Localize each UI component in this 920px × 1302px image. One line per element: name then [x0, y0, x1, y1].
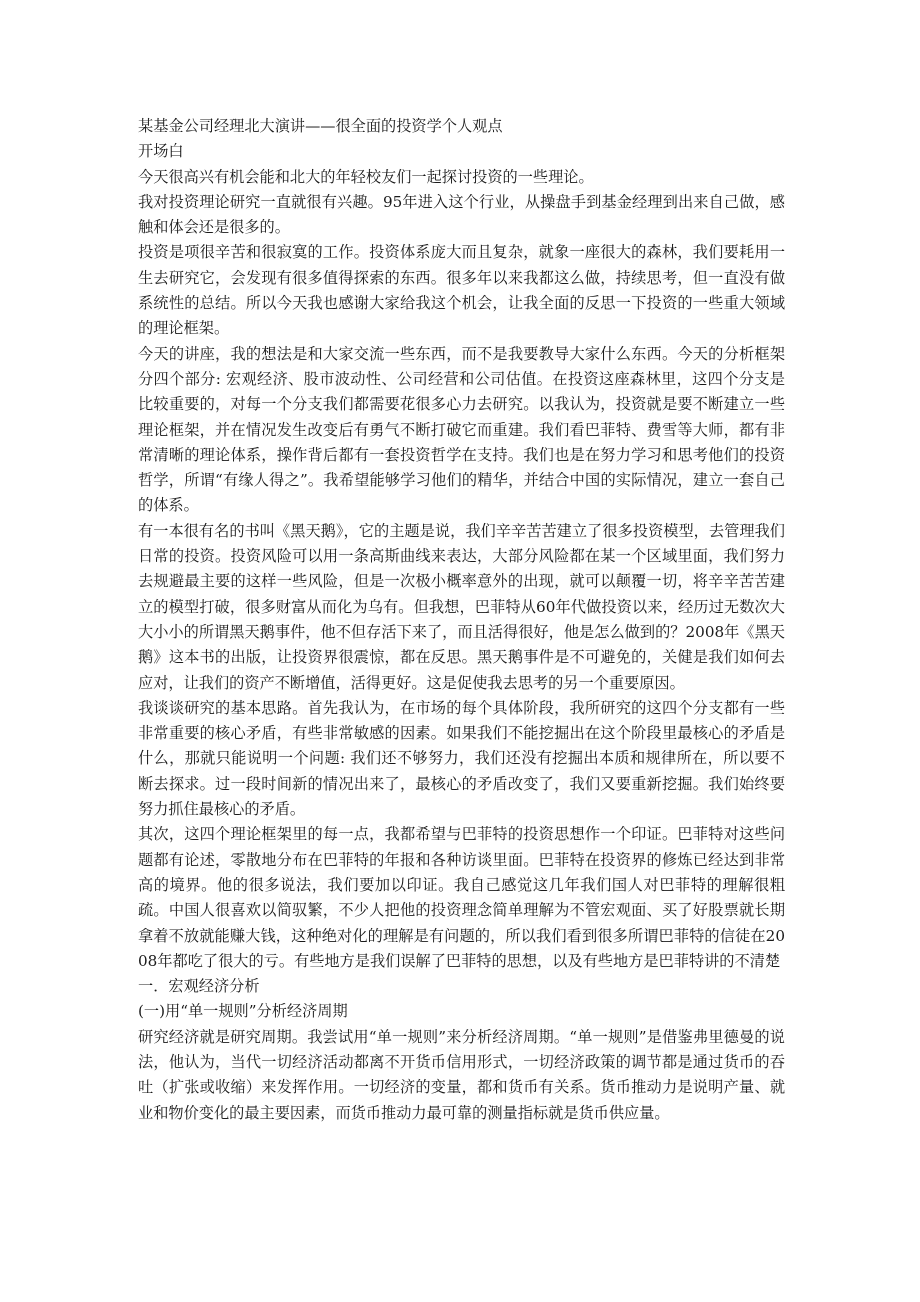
paragraph: 今天的讲座，我的想法是和大家交流一些东西，而不是我要教导大家什么东西。今天的分析框架分四个部分: 宏观经济、股市波动性、公司经营和公司估值。在投资这座森林里，这四个分支是比较重要的，对每一个分支我们都需要花很多心力去研究。以我认为，投资就是要不断建立一些理论框架，并在情况发生改变后有勇气不断打破它而重建。我们看巴菲特、费雪等大师，都有非常清晰的理论体系，操作背后都有一套投资哲学在支持。我们也是在努力学习和思考他们的投资哲学，所谓“有缘人得之”。我希望能够学习他们的精华，并结合中国的实际情况，建立一套自己的体系。	[138, 344, 785, 515]
paragraph: 我对投资理论研究一直就很有兴趣。95年进入这个行业，从操盘手到基金经理到出来自己做，感触和体会还是很多的。	[138, 192, 785, 237]
subsection-heading: (一)用“单一规则”分析经济周期	[138, 1002, 348, 1021]
section-heading: 一．宏观经济分析	[138, 977, 260, 996]
document-body	[138, 114, 785, 1126]
paragraph: 有一本很有名的书叫《黑天鹅》，它的主题是说，我们辛辛苦苦建立了很多投资模型，去管理我们日常的投资。投资风险可以用一条高斯曲线来表达，大部分风险都在某一个区域里面，我们努力去规避最主要的这样一些风险，但是一次极小概率意外的出现，就可以颠覆一切，将辛辛苦苦建立的模型打破，很多财富从而化为乌有。但我想，巴菲特从60年代做投资以来，经历过无数次大大小小的所谓黑天鹅事件，他不但存活下来了，而且活得很好，他是怎么做到的？2008年《黑天鹅》这本书的出版，让投资界很震惊，都在反思。黑天鹅事件是不可避免的，关健是我们如何去应对，让我们的资产不断增值，活得更好。这是促使我去思考的另一个重要原因。	[138, 521, 785, 692]
paragraph: 我谈谈研究的基本思路。首先我认为，在市场的每个具体阶段，我所研究的这四个分支都有一些非常重要的核心矛盾，有些非常敏感的因素。如果我们不能挖掘出在这个阶段里最核心的矛盾是什么，那就只能说明一个问题: 我们还不够努力，我们还没有挖掘出本质和规律所在，所以要不断去探求。过一段时间新的情况出来了，最核心的矛盾改变了，我们又要重新挖掘。我们始终要努力抓住最核心的矛盾。	[138, 698, 785, 819]
opening-heading: 开场白	[138, 142, 184, 161]
paragraph: 研究经济就是研究周期。我尝试用“单一规则”来分析经济周期。“单一规则”是借鉴弗里德曼的说法，他认为，当代一切经济活动都离不开货币信用形式，一切经济政策的调节都是通过货币的吞吐（扩张或收缩）来发挥作用。一切经济的变量，都和货币有关系。货币推动力是说明产量、就业和物价变化的最主要因素，而货币推动力最可靠的测量指标就是货币供应量。	[138, 1027, 785, 1122]
paragraph: 其次，这四个理论框架里的每一点，我都希望与巴菲特的投资思想作一个印证。巴菲特对这些问题都有论述，零散地分布在巴菲特的年报和各种访谈里面。巴菲特在投资界的修炼已经达到非常高的境界。他的很多说法，我们要加以印证。我自己感觉这几年我们国人对巴菲特的理解很粗疏。中国人很喜欢以简驭繁，不少人把他的投资理念简单理解为不管宏观面、买了好股票就长期拿着不放就能赚大钱，这种绝对化的理解是有问题的，所以我们看到很多所谓巴菲特的信徒在2008年都吃了很大的亏。有些地方是我们误解了巴菲特的思想，以及有些地方是巴菲特讲的不清楚	[138, 825, 785, 970]
paragraph: 今天很高兴有机会能和北大的年轻校友们一起探讨投资的一些理论。	[138, 167, 594, 186]
document-title: 某基金公司经理北大演讲——很全面的投资学个人观点	[138, 117, 503, 135]
paragraph: 投资是项很辛苦和很寂寞的工作。投资体系庞大而且复杂，就象一座很大的森林，我们要耗用一生去研究它，会发现有很多值得探索的东西。很多年以来我都这么做，持续思考，但一直没有做系统性的总结。所以今天我也感谢大家给我这个机会，让我全面的反思一下投资的一些重大领域的理论框架。	[138, 243, 785, 338]
